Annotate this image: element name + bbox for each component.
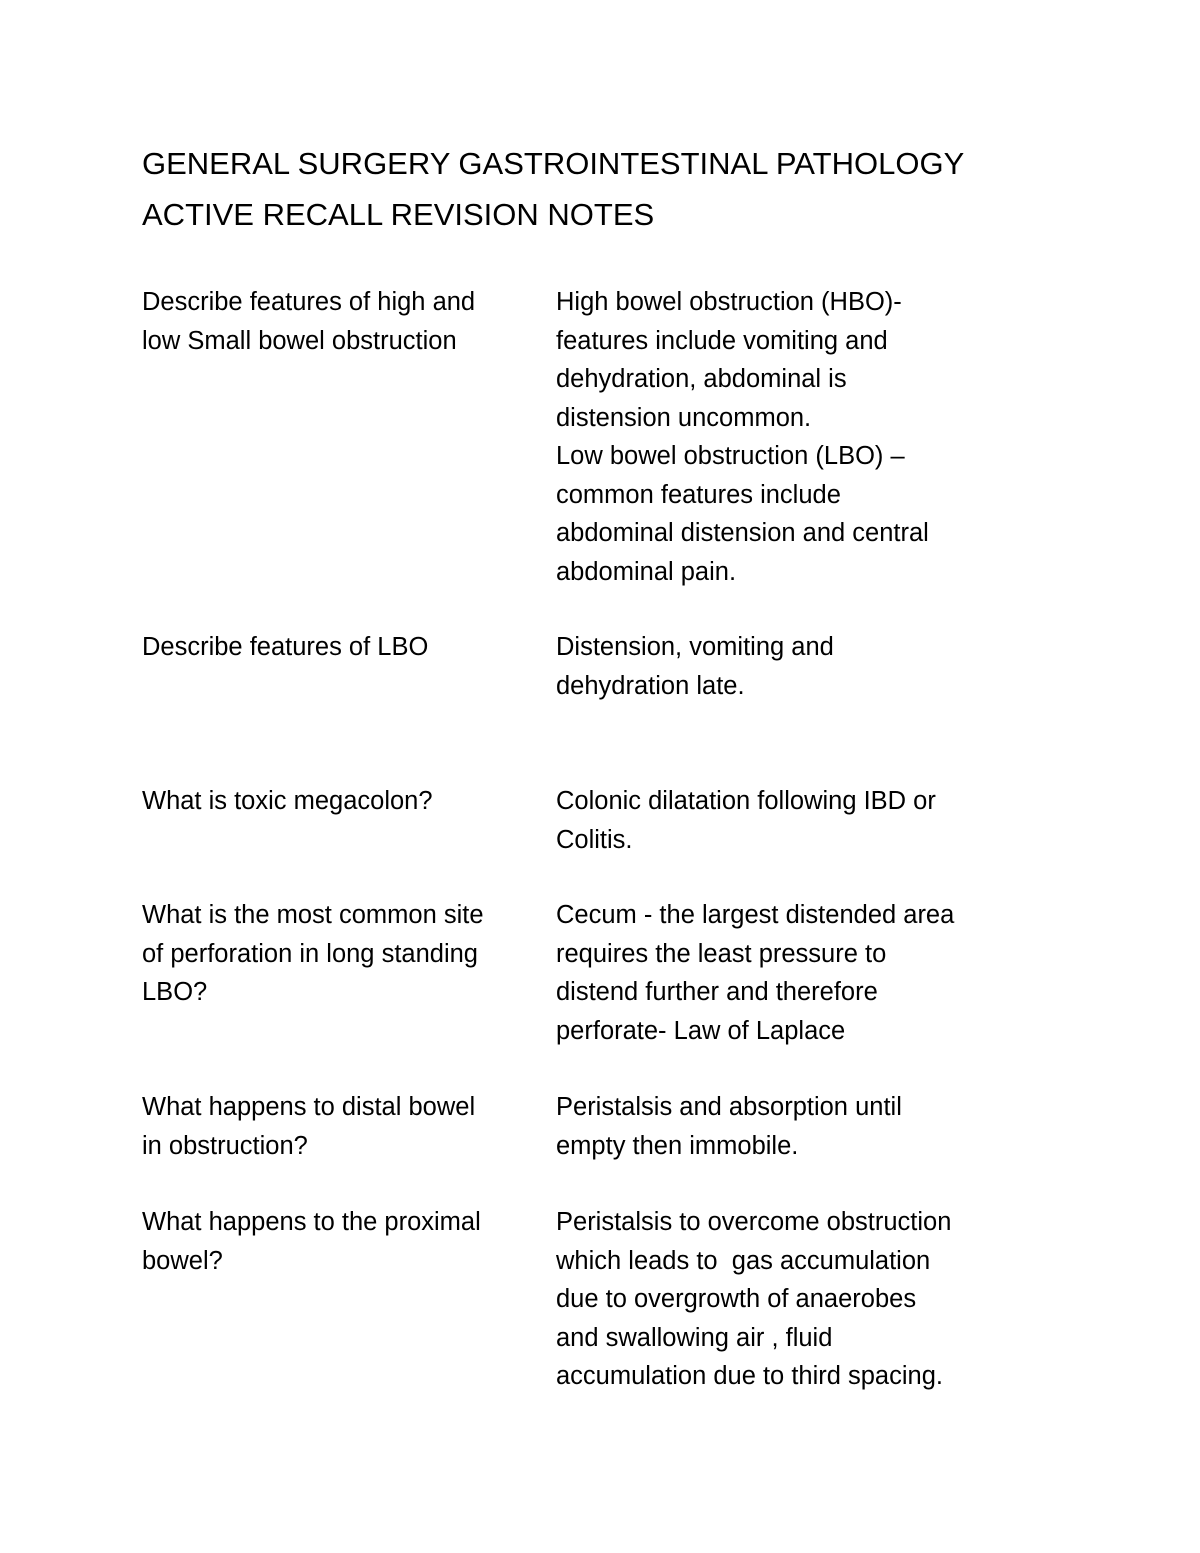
- question-line: in obstruction?: [142, 1131, 308, 1160]
- answer-line: Distension, vomiting and: [556, 633, 834, 661]
- answer-line: abdominal distension and central: [556, 519, 929, 547]
- question-text: [142, 1088, 542, 1165]
- question-text: [142, 1203, 542, 1280]
- answer-line: Peristalsis to overcome obstruction: [556, 1208, 952, 1236]
- document-title-line-1: GENERAL SURGERY GASTROINTESTINAL PATHOLOGY: [142, 146, 965, 181]
- answer-line: accumulation due to third spacing.: [556, 1362, 943, 1390]
- answer-line: Cecum - the largest distended area: [556, 901, 955, 929]
- question-line: of perforation in long standing: [142, 939, 478, 968]
- question-text: [142, 896, 542, 1012]
- answer-line: abdominal pain.: [556, 557, 737, 586]
- answer-line: Colonic dilatation following IBD or: [556, 787, 936, 815]
- answer-line: perforate- Law of Laplace: [556, 1016, 846, 1045]
- answer-text: [556, 283, 1026, 591]
- answer-line: and swallowing air , fluid: [556, 1323, 833, 1352]
- question-text: [142, 628, 542, 667]
- answer-line: High bowel obstruction (HBO)-: [556, 288, 902, 316]
- answer-line: which leads to gas accumulation: [556, 1246, 931, 1275]
- question-line: What happens to the proximal: [142, 1208, 481, 1236]
- question-line: What is toxic megacolon?: [142, 787, 433, 815]
- answer-line: dehydration late.: [556, 671, 745, 700]
- answer-line: Low bowel obstruction (LBO) –: [556, 442, 905, 470]
- answer-line: distension uncommon.: [556, 403, 812, 432]
- question-line: LBO?: [142, 978, 208, 1006]
- answer-line: due to overgrowth of anaerobes: [556, 1285, 917, 1313]
- question-text: [142, 283, 542, 360]
- answer-line: requires the least pressure to: [556, 939, 887, 968]
- answer-text: [556, 896, 1026, 1050]
- answer-line: common features include: [556, 480, 841, 509]
- answer-text: [556, 1203, 1026, 1396]
- question-line: low Small bowel obstruction: [142, 326, 457, 355]
- question-line: What is the most common site: [142, 901, 484, 929]
- answer-text: [556, 1088, 1026, 1165]
- question-line: Describe features of LBO: [142, 633, 429, 661]
- question-line: What happens to distal bowel: [142, 1093, 476, 1121]
- answer-line: empty then immobile.: [556, 1131, 799, 1160]
- answer-line: dehydration, abdominal is: [556, 365, 847, 393]
- answer-text: [556, 782, 1026, 859]
- answer-text: [556, 628, 1026, 705]
- question-line: Describe features of high and: [142, 288, 476, 316]
- document-title-line-2: ACTIVE RECALL REVISION NOTES: [142, 197, 655, 232]
- question-text: [142, 782, 542, 821]
- answer-line: Peristalsis and absorption until: [556, 1093, 902, 1121]
- answer-line: distend further and therefore: [556, 978, 878, 1006]
- question-line: bowel?: [142, 1246, 223, 1275]
- answer-line: features include vomiting and: [556, 326, 888, 355]
- answer-line: Colitis.: [556, 825, 633, 854]
